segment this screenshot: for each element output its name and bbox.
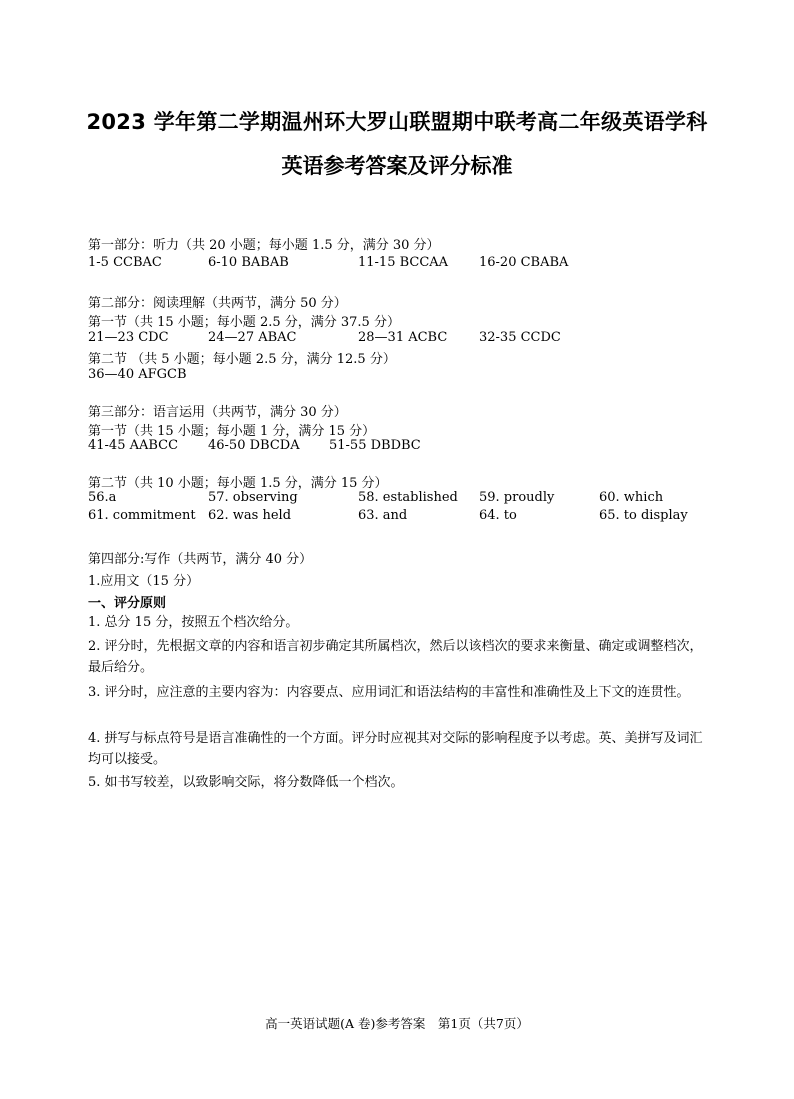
part4-subsection-1: 1.应用文（15 分） xyxy=(88,574,200,589)
answer-group: 1-5 CCBAC xyxy=(88,255,162,270)
answer-group: 11-15 BCCAA xyxy=(358,255,449,270)
part3-heading: 第三部分：语言运用（共两节，满分 30 分） xyxy=(88,405,347,420)
blank-answer: 60. which xyxy=(599,490,664,505)
answer-group: 51-55 DBDBC xyxy=(329,438,421,453)
scoring-rule-4: 4. 拼写与标点符号是语言准确性的一个方面。评分时应视其对交际的影响程度予以考虑。英、美拼写及词汇均可以接受。 xyxy=(88,731,703,767)
scoring-rule-3: 3. 评分时，应注意的主要内容为：内容要点、应用词汇和语法结构的丰富性和准确性及上下文的连贯性。 xyxy=(88,685,690,700)
answer-group: 32-35 CCDC xyxy=(479,330,561,345)
answer-group: 24—27 ABAC xyxy=(208,330,297,345)
blank-answer: 58. established xyxy=(358,490,458,505)
scoring-rule-2: 2. 评分时，先根据文章的内容和语言初步确定其所属档次，然后以该档次的要求来衡量、确定或调整档次，最后给分。 xyxy=(88,639,703,675)
document-title: 2023 学年第二学期温州环大罗山联盟期中联考高二年级英语学科 xyxy=(86,110,708,134)
part1-heading: 第一部分：听力（共 20 小题；每小题 1.5 分，满分 30 分） xyxy=(88,238,440,253)
answer-group: 41-45 AABCC xyxy=(88,438,179,453)
blank-answer: 64. to xyxy=(479,508,517,523)
part2-section1-heading: 第一节（共 15 小题；每小题 2.5 分，满分 37.5 分） xyxy=(88,315,400,330)
blank-answer: 61. commitment xyxy=(88,508,196,523)
page-footer: 高一英语试题(A 卷)参考答案 第1页（共7页） xyxy=(265,1016,529,1031)
part2-section2-heading: 第二节 （共 5 小题；每小题 2.5 分，满分 12.5 分） xyxy=(88,352,396,367)
scoring-rule-1: 1. 总分 15 分，按照五个档次给分。 xyxy=(88,615,299,630)
answer-group: 16-20 CBABA xyxy=(479,255,569,270)
document-subtitle: 英语参考答案及评分标准 xyxy=(281,154,513,178)
part3-section2-heading: 第二节（共 10 小题；每小题 1.5 分，满分 15 分） xyxy=(88,476,388,491)
blank-answer: 62. was held xyxy=(208,508,292,523)
answer-group: 6-10 BABAB xyxy=(208,255,289,270)
answer-group: 46-50 DBCDA xyxy=(208,438,300,453)
blank-answer: 59. proudly xyxy=(479,490,555,505)
scoring-principle-heading: 一、评分原则 xyxy=(88,596,167,611)
blank-answer: 65. to display xyxy=(599,508,688,523)
part2-heading: 第二部分：阅读理解（共两节，满分 50 分） xyxy=(88,296,347,311)
part4-heading: 第四部分:写作（共两节，满分 40 分） xyxy=(88,552,313,567)
blank-answer: 57. observing xyxy=(208,490,298,505)
scoring-rule-5: 5. 如书写较差，以致影响交际，将分数降低一个档次。 xyxy=(88,775,404,790)
answer-group: 28—31 ACBC xyxy=(358,330,448,345)
part2-section2-answer: 36—40 AFGCB xyxy=(88,367,187,382)
blank-answer: 63. and xyxy=(358,508,408,523)
blank-answer: 56.a xyxy=(88,490,117,505)
answer-group: 21—23 CDC xyxy=(88,330,169,345)
part3-section1-heading: 第一节（共 15 小题；每小题 1 分，满分 15 分） xyxy=(88,424,376,439)
